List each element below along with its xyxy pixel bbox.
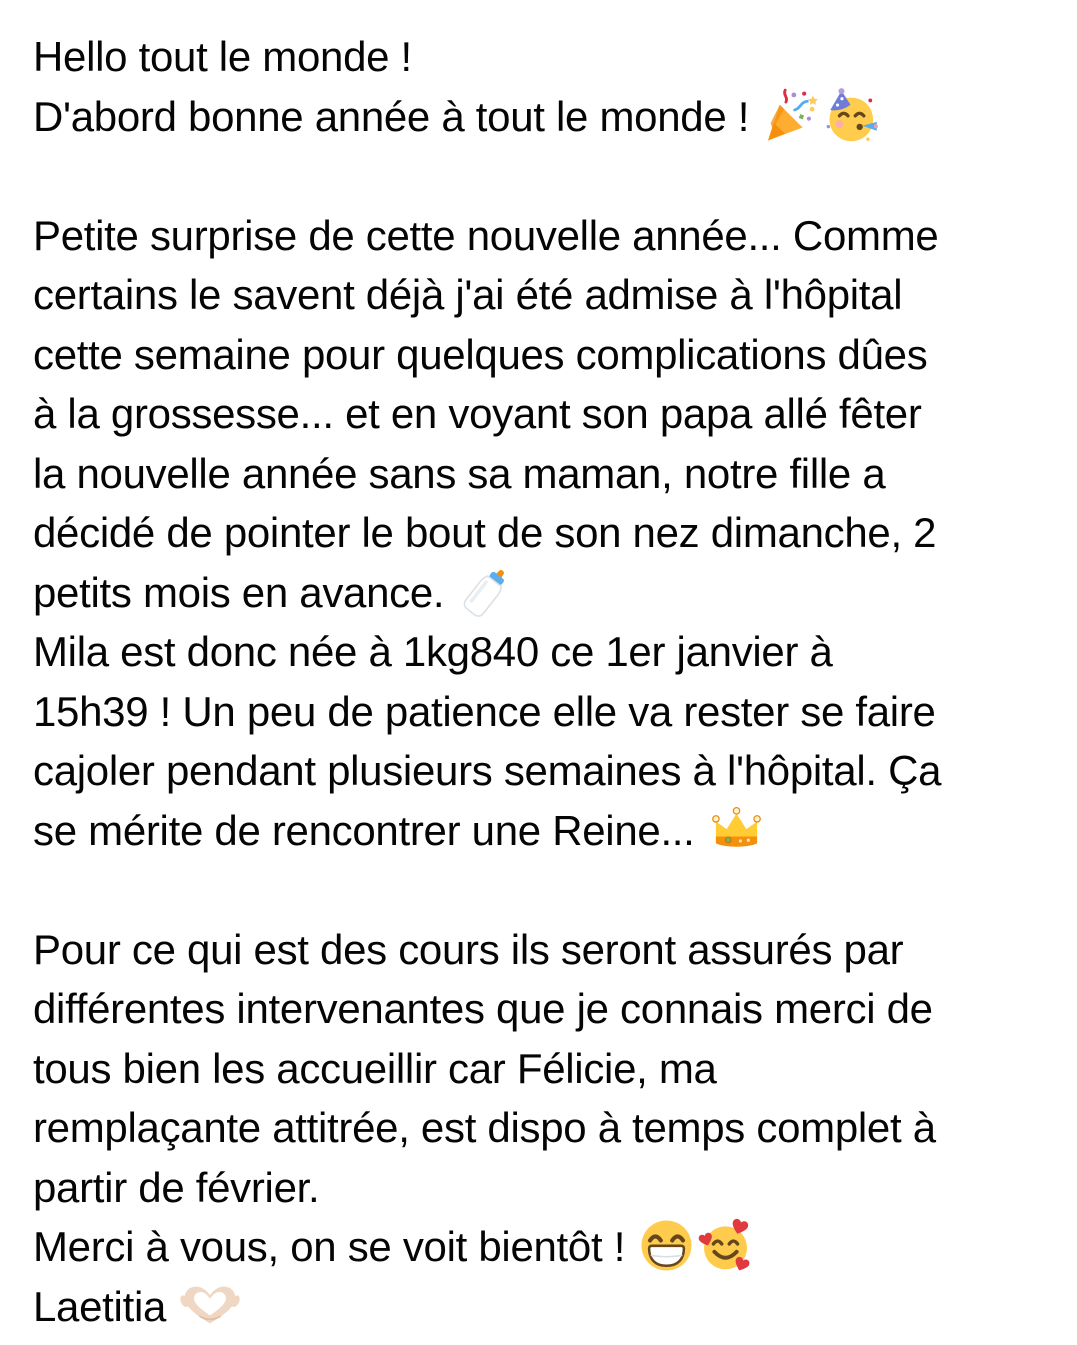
partying-face-icon [822,87,879,144]
post-line [33,682,1059,742]
post-line [33,146,1059,206]
post-text-segment: la nouvelle année sans sa maman, notre fille a [33,449,886,497]
post-text-segment: partir de février. [33,1163,320,1211]
smiling-face-with-hearts-icon [697,1217,754,1274]
post-text-segment: certains le savent déjà j'ai été admise à l'hôpital [33,271,903,318]
post-line [33,444,1059,504]
post-text-segment: remplaçante attitrée, est dispo à temps complet à [33,1104,936,1151]
post-text-segment: différentes intervenantes que je connais merci de [33,985,933,1032]
post-text-segment: décidé de pointer le bout de son nez dimanche, 2 [33,509,937,556]
post-text-segment: Mila est donc née à 1kg840 ce 1er janvier à [33,628,833,675]
post-line [33,384,1059,444]
post-line [33,265,1059,325]
post-text-segment: Petite surprise de cette nouvelle année... Comme [33,211,939,259]
post-line [33,1158,1059,1218]
beaming-face-icon [638,1217,695,1274]
post-line [33,801,1059,861]
post-line [33,87,1059,147]
heart-hands-icon [179,1282,241,1328]
post-line [33,622,1059,682]
post-text-segment: cajoler pendant plusieurs semaines à l'hôpital. Ça [33,747,942,794]
post-line [33,503,1059,563]
post-line [33,1098,1059,1158]
post-line [33,1039,1059,1099]
post-text-segment: Pour ce qui est des cours ils seront assurés par [33,925,904,973]
post-text-segment: Laetitia [33,1282,178,1330]
post-line [33,1277,1059,1337]
party-popper-icon [763,87,820,144]
post-line [33,1217,1059,1277]
post-text-segment: tous bien les accueillir car Félicie, ma [33,1044,717,1092]
post-text-segment: D'abord bonne année à tout le monde ! [33,92,761,140]
crown-icon [708,801,765,858]
post-line [33,860,1059,920]
post-line [33,741,1059,801]
post-line [33,563,1059,623]
post-text-segment: Hello tout le monde ! [33,33,412,80]
post-line [33,325,1059,385]
post-line [33,979,1059,1039]
post-text-segment: cette semaine pour quelques complications dûes [33,330,928,378]
post-text-segment: petits mois en avance. [33,568,456,616]
post-line [33,27,1059,87]
post-line [33,206,1059,266]
post-text-segment: se mérite de rencontrer une Reine... [33,806,706,854]
baby-bottle-icon [458,563,515,620]
post-text-segment: Merci à vous, on se voit bientôt ! [33,1223,637,1270]
post-text-segment: 15h39 ! Un peu de patience elle va rester se faire [33,687,936,735]
post-line [33,920,1059,980]
post-text-segment: à la grossesse... et en voyant son papa allé fêter [33,390,922,437]
